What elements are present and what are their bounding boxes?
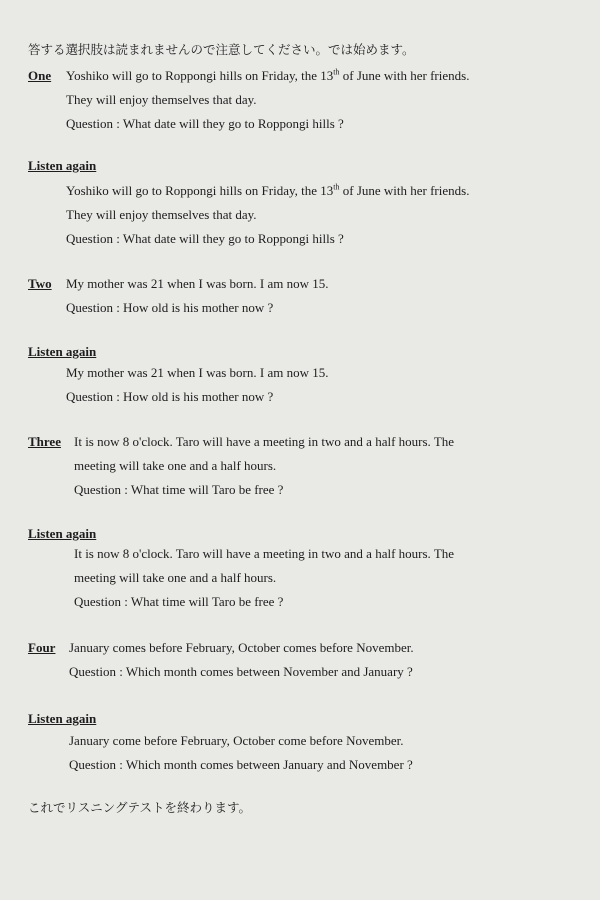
listen-again-2-statement: My mother was 21 when I was born. I am now 15. xyxy=(66,365,329,380)
listen-again-4-statement: January come before February, October come before November. xyxy=(69,733,404,748)
listen-again-3-statement-line2: meeting will take one and a half hours. xyxy=(74,570,277,585)
listen-again-1-statement-line2: They will enjoy themselves that day. xyxy=(66,207,257,222)
three-statement-line2: meeting will take one and a half hours. xyxy=(74,458,277,473)
listen-again-1-statement-line1: Yoshiko will go to Roppongi hills on Friday, the 13th of June with her friends. xyxy=(66,182,470,198)
section-label-three: Three xyxy=(28,434,61,449)
section-label-listen-again-1: Listen again xyxy=(28,158,97,173)
section-label-two: Two xyxy=(28,276,52,291)
one-question: Question : What date will they go to Roppongi hills ? xyxy=(66,116,344,131)
two-statement: My mother was 21 when I was born. I am now 15. xyxy=(66,276,329,291)
section-label-one: One xyxy=(28,68,52,83)
four-question: Question : Which month comes between November and January ? xyxy=(69,664,413,679)
listen-again-3-question: Question : What time will Taro be free ? xyxy=(74,594,284,609)
section-label-listen-again-3: Listen again xyxy=(28,526,97,541)
three-statement-line1 xyxy=(74,434,562,450)
listen-again-3-statement-line1 xyxy=(74,546,562,562)
three-statement-line1-text: It is now 8 o'clock. Taro will have a meeting in two and a half hours. The xyxy=(74,434,455,449)
one-statement-line2: They will enjoy themselves that day. xyxy=(66,92,257,107)
one-statement-line1: Yoshiko will go to Roppongi hills on Friday, the 13th of June with her friends. xyxy=(66,67,470,83)
four-statement: January comes before February, October comes before November. xyxy=(69,640,414,655)
listen-again-2-question: Question : How old is his mother now ? xyxy=(66,389,274,404)
two-question: Question : How old is his mother now ? xyxy=(66,300,274,315)
closing-text: これでリスニングテストを終わります。 xyxy=(28,800,252,815)
listen-again-4-question: Question : Which month comes between January and November ? xyxy=(69,757,413,772)
listen-again-1-question: Question : What date will they go to Roppongi hills ? xyxy=(66,231,344,246)
intro-text: 答する選択肢は読まれませんので注意してください。では始めます。 xyxy=(28,42,415,57)
section-label-listen-again-4: Listen again xyxy=(28,711,97,726)
three-question: Question : What time will Taro be free ? xyxy=(74,482,284,497)
section-label-four: Four xyxy=(28,640,56,655)
listen-again-3-statement-line1-text: It is now 8 o'clock. Taro will have a meeting in two and a half hours. The xyxy=(74,546,455,561)
section-label-listen-again-2: Listen again xyxy=(28,344,97,359)
